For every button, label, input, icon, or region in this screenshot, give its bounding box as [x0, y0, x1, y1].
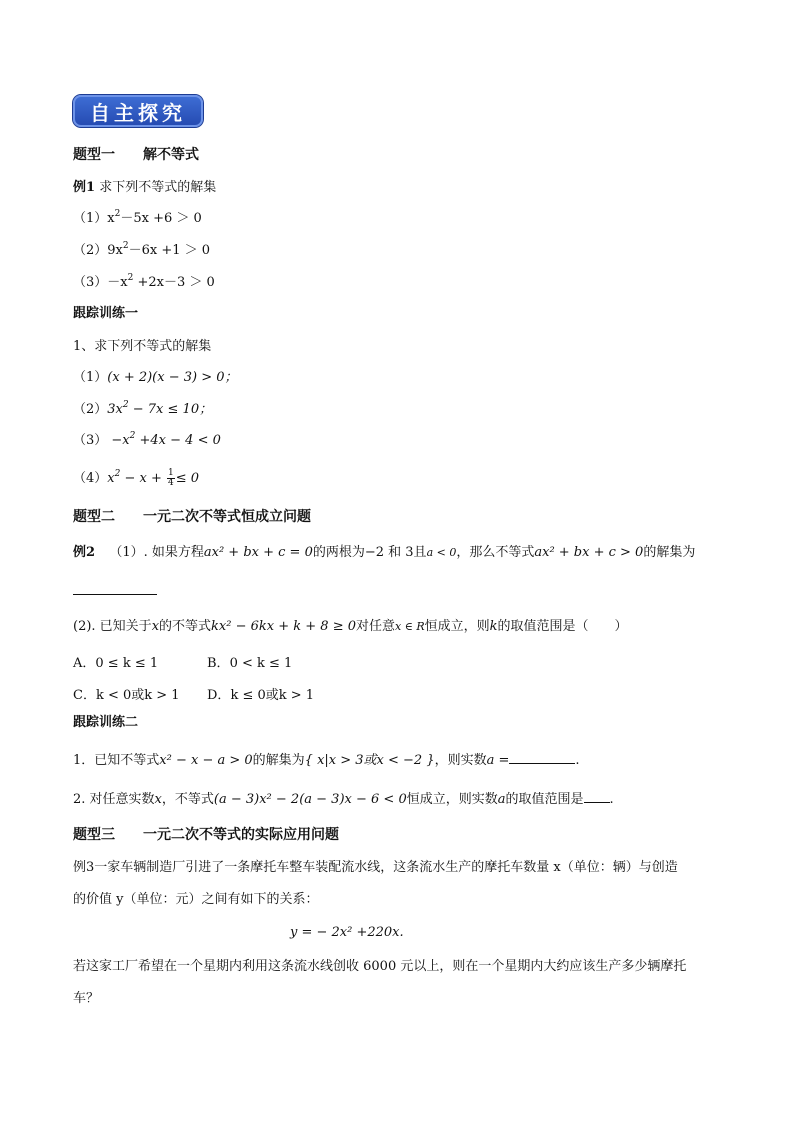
text: .	[575, 753, 580, 768]
text: 的解集为	[252, 753, 305, 768]
example1-item-2	[73, 242, 210, 260]
example2-label: 例2	[73, 545, 96, 560]
item-rest: − 7x ≤ 10；	[128, 402, 213, 417]
training2-question-2	[73, 788, 614, 809]
inequality: kx² − 6kx + k + 8 ≥ 0	[211, 619, 356, 634]
domain: x ∈ R	[395, 620, 425, 633]
variable: k	[489, 619, 498, 634]
inequality: ax² + bx + c > 0	[534, 545, 644, 560]
item-tail: ≤ 0	[175, 471, 200, 486]
choice-label: A．	[73, 656, 96, 671]
example1-text: 求下列不等式的解集	[99, 180, 217, 195]
item-expr: 9x	[107, 243, 123, 258]
choice-label: D．	[207, 688, 231, 703]
item-number: （4）	[73, 471, 108, 486]
item-number: （2）	[73, 243, 108, 258]
choice-text: k ≤ 0或k > 1	[230, 688, 315, 703]
item-exponent: 2	[129, 431, 136, 441]
text: 的不等式	[159, 619, 212, 634]
example1-prompt	[73, 179, 216, 197]
example3-line-1: 例3一家车辆制造厂引进了一条摩托车整车装配流水线，这条流水生产的摩托车数量 x（单位：辆）与创造	[73, 860, 678, 875]
choice-text: 0 ≤ k ≤ 1	[95, 656, 159, 671]
variable: a =	[486, 753, 510, 768]
inequality: (a − 3)x² − 2(a − 3)x − 6 < 0	[213, 792, 407, 807]
answer-blank[interactable]	[73, 580, 157, 595]
type2-heading: 题型二 一元二次不等式恒成立问题	[73, 509, 311, 525]
text: 对任意	[356, 619, 396, 634]
text: 的解集为	[643, 545, 696, 560]
training1-item-4	[73, 469, 199, 488]
item-rest: +2x－3 ＞ 0	[133, 275, 215, 290]
item-expr: −x	[107, 433, 130, 448]
item-rest: －5x +6 ＞ 0	[120, 211, 202, 226]
text: 的取值范围是	[505, 792, 584, 807]
choice-D[interactable]	[207, 687, 314, 705]
section-badge: 自主探究	[73, 95, 203, 127]
item-exponent: 2	[122, 400, 129, 410]
item-expr: (x + 2)(x − 3) > 0；	[107, 370, 238, 385]
item-exponent: 2	[127, 273, 134, 283]
equation: ax² + bx + c = 0	[203, 545, 313, 560]
example2-part2	[73, 618, 628, 636]
answer-blank[interactable]	[584, 788, 610, 803]
variable: x	[151, 619, 160, 634]
condition: a < 0	[426, 546, 457, 559]
item-rest: －6x +1 ＞ 0	[128, 243, 211, 258]
training1-item-1	[73, 369, 238, 387]
training1-item-2	[73, 401, 212, 419]
item-number: （1）	[73, 211, 108, 226]
example1-item-1	[73, 210, 202, 228]
choice-text: 0 < k ≤ 1	[229, 656, 293, 671]
item-rest: − x +	[120, 471, 167, 486]
choice-text: k < 0或k > 1	[95, 688, 180, 703]
item-expr: 3x	[107, 402, 123, 417]
inequality: x² − x − a > 0	[159, 753, 253, 768]
item-exponent: 2	[122, 241, 129, 251]
text: ，不等式	[161, 792, 214, 807]
text: 恒成立，则	[424, 619, 490, 634]
item-rest: +4x − 4 < 0	[135, 433, 221, 448]
text: ，则实数	[434, 753, 487, 768]
example1-label: 例	[73, 180, 87, 195]
solution-set: { x|x > 3或x < −2 }	[304, 753, 435, 768]
training2-question-1	[73, 749, 580, 770]
type1-heading: 题型一 解不等式	[73, 147, 199, 163]
text: (2). 已知关于	[73, 619, 152, 634]
text: 的两根为−2 和 3且	[312, 545, 427, 560]
variable: a	[497, 792, 506, 807]
example3-formula: y = − 2x² +220x.	[290, 925, 404, 940]
text: .	[609, 792, 614, 807]
answer-blank[interactable]	[509, 749, 575, 764]
type3-heading: 题型三 一元二次不等式的实际应用问题	[73, 827, 339, 843]
choice-label: B．	[207, 656, 230, 671]
item-expr: －x	[107, 275, 128, 290]
choice-A[interactable]	[73, 655, 158, 673]
training1-item-3	[73, 432, 221, 450]
choice-label: C．	[73, 688, 96, 703]
text: 的取值范围是（ ）	[497, 619, 628, 634]
text: 2. 对任意实数	[73, 792, 155, 807]
example3-line-3: 若这家工厂希望在一个星期内利用这条流水线创收 6000 元以上，则在一个星期内大约应该生产多少辆摩托	[73, 959, 687, 974]
fraction-numerator: 1	[168, 468, 174, 478]
fraction	[167, 469, 175, 488]
example3-line-2: 的价值 y（单位：元）之间有如下的关系：	[73, 892, 319, 907]
text: 恒成立，则实数	[406, 792, 498, 807]
training2-heading: 跟踪训练二	[73, 715, 139, 730]
text: 1．已知不等式	[73, 753, 160, 768]
item-expr: x	[107, 471, 115, 486]
item-expr: x	[107, 211, 115, 226]
training1-heading: 跟踪训练一	[73, 306, 139, 321]
variable: x	[154, 792, 162, 807]
fraction-denominator: 4	[168, 478, 174, 488]
example1-number: 1	[86, 180, 96, 195]
example1-item-3	[73, 274, 215, 292]
text: （1）. 如果方程	[109, 545, 204, 560]
item-number: （3）	[73, 275, 108, 290]
item-exponent: 2	[114, 209, 121, 219]
item-number: （2）	[73, 402, 108, 417]
choice-C[interactable]	[73, 687, 180, 705]
example2-part1	[73, 544, 695, 562]
item-number: （3）	[73, 433, 108, 448]
training1-question: 1、求下列不等式的解集	[73, 339, 212, 354]
text: ，那么不等式	[456, 545, 535, 560]
choice-B[interactable]	[207, 655, 292, 673]
example3-line-4: 车？	[73, 991, 100, 1006]
item-exponent: 2	[114, 469, 121, 479]
example2-answer-blank[interactable]	[73, 580, 157, 601]
item-number: （1）	[73, 370, 108, 385]
